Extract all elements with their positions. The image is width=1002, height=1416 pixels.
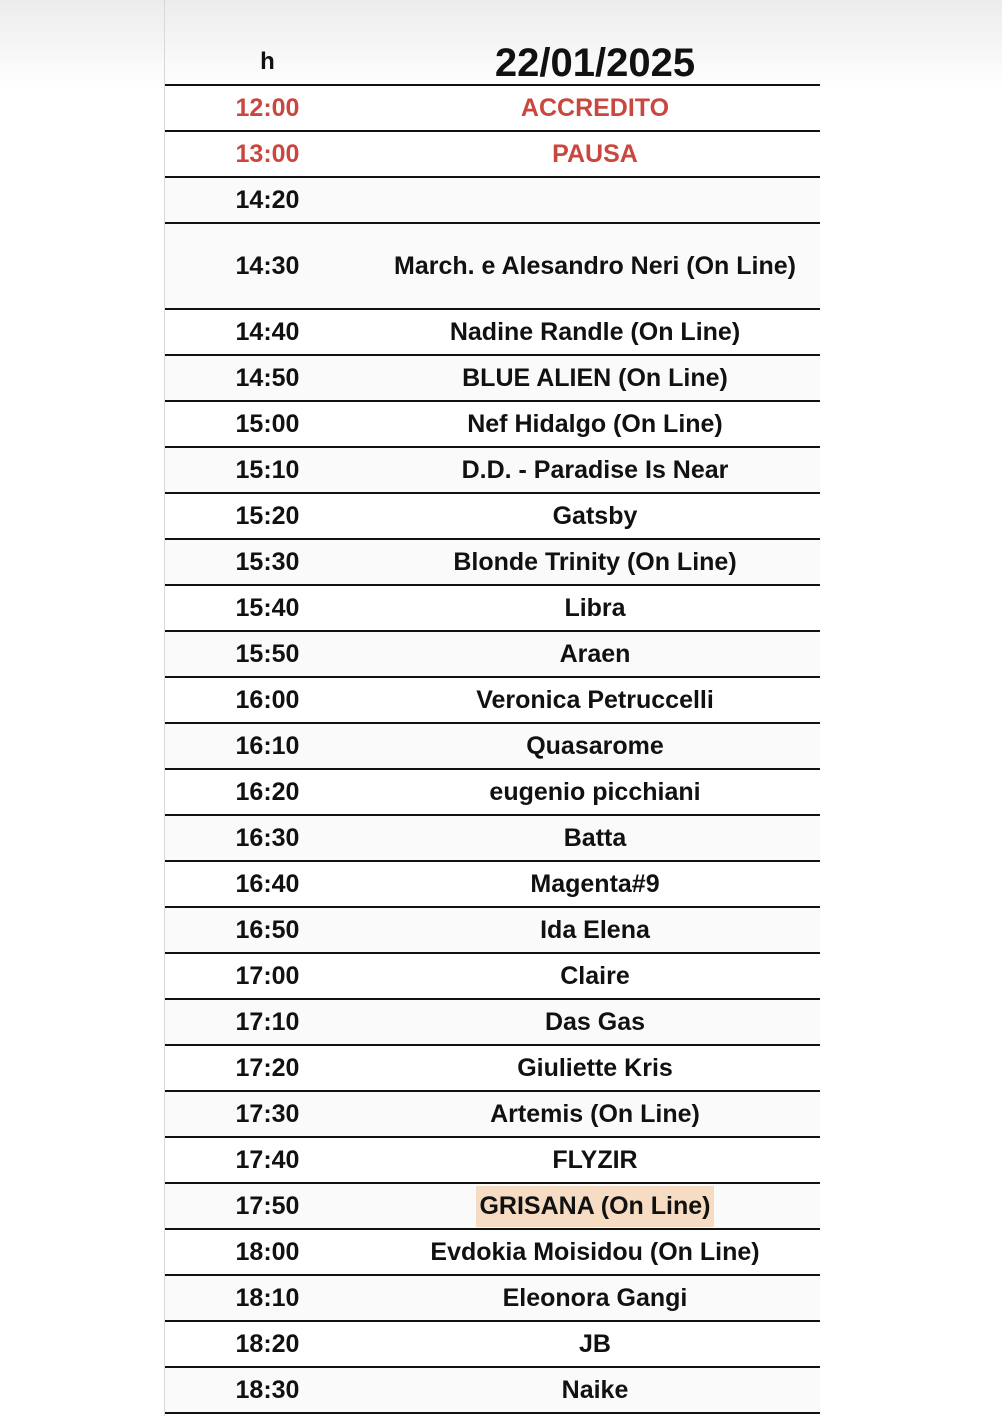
name-cell: Nef Hidalgo (On Line)	[467, 409, 723, 438]
time-cell: 17:30	[235, 1099, 300, 1128]
schedule-table	[165, 36, 820, 1414]
time-cell: 17:10	[235, 1007, 300, 1036]
name-cell: Araen	[559, 639, 631, 668]
name-cell: Claire	[560, 961, 630, 990]
name-cell: Giuliette Kris	[517, 1053, 673, 1082]
table-row	[165, 132, 820, 178]
name-cell: PAUSA	[552, 139, 638, 168]
table-row	[165, 1276, 820, 1322]
table-row	[165, 448, 820, 494]
time-cell: 18:00	[235, 1237, 300, 1266]
time-cell: 17:20	[235, 1053, 300, 1082]
table-row	[165, 816, 820, 862]
table-row	[165, 178, 820, 224]
table-row	[165, 86, 820, 132]
time-cell: 16:00	[235, 685, 300, 714]
name-cell	[370, 178, 820, 222]
table-row	[165, 954, 820, 1000]
name-cell: Nadine Randle (On Line)	[449, 317, 741, 346]
name-cell: BLUE ALIEN (On Line)	[462, 363, 728, 392]
name-cell: Veronica Petruccelli	[476, 685, 714, 714]
time-cell: 15:50	[235, 639, 300, 668]
time-cell: 16:30	[235, 823, 300, 852]
name-cell: Batta	[563, 823, 627, 852]
name-cell: Evdokia Moisidou (On Line)	[430, 1237, 760, 1266]
table-row	[165, 770, 820, 816]
name-cell: Gatsby	[552, 501, 638, 530]
time-cell: 14:50	[235, 363, 300, 392]
name-cell: Magenta#9	[530, 869, 660, 898]
name-cell: ACCREDITO	[520, 93, 670, 122]
table-row	[165, 862, 820, 908]
name-cell: Artemis (On Line)	[490, 1099, 700, 1128]
name-cell: Libra	[564, 593, 626, 622]
table-row	[165, 540, 820, 586]
table-row	[165, 1138, 820, 1184]
time-cell: 16:10	[235, 731, 300, 760]
time-cell: 15:30	[235, 547, 300, 576]
time-cell: 15:40	[235, 593, 300, 622]
time-cell: 17:00	[235, 961, 300, 990]
table-row	[165, 632, 820, 678]
table-row	[165, 402, 820, 448]
time-cell: 15:20	[235, 501, 300, 530]
table-row	[165, 586, 820, 632]
name-cell	[370, 1184, 820, 1228]
date-heading: 22/01/2025	[494, 41, 696, 85]
hour-column-header: h	[260, 48, 275, 75]
name-cell: Das Gas	[544, 1007, 646, 1036]
table-row	[165, 1368, 820, 1414]
table-row	[165, 1046, 820, 1092]
name-cell: March. e Alesandro Neri (On Line)	[394, 251, 796, 280]
name-cell: Ida Elena	[540, 915, 650, 944]
table-row	[165, 356, 820, 402]
table-row	[165, 724, 820, 770]
time-cell: 18:10	[235, 1283, 300, 1312]
time-cell: 14:20	[235, 185, 300, 214]
name-cell: Blonde Trinity (On Line)	[453, 547, 737, 576]
table-row	[165, 310, 820, 356]
table-row	[165, 1230, 820, 1276]
highlighted-name: GRISANA (On Line)	[476, 1186, 713, 1227]
name-cell: Naike	[561, 1375, 629, 1404]
name-cell: Eleonora Gangi	[502, 1283, 688, 1312]
table-row	[165, 1184, 820, 1230]
table-row	[165, 1092, 820, 1138]
table-row	[165, 494, 820, 540]
time-cell: 12:00	[235, 93, 300, 122]
table-row	[165, 678, 820, 724]
time-cell: 18:30	[235, 1375, 300, 1404]
time-cell: 16:20	[235, 777, 300, 806]
table-row	[165, 1000, 820, 1046]
time-cell: 14:30	[235, 251, 300, 280]
name-cell: Quasarome	[526, 731, 664, 760]
table-header	[165, 36, 820, 86]
time-cell: 16:40	[235, 869, 300, 898]
table-row	[165, 1322, 820, 1368]
time-cell: 15:00	[235, 409, 300, 438]
time-cell: 17:40	[235, 1145, 300, 1174]
time-cell: 15:10	[235, 455, 300, 484]
name-cell: FLYZIR	[552, 1145, 638, 1174]
name-cell: eugenio picchiani	[489, 777, 701, 806]
name-cell: D.D. - Paradise Is Near	[461, 455, 729, 484]
time-cell: 16:50	[235, 915, 300, 944]
time-cell: 17:50	[235, 1191, 300, 1220]
table-row	[165, 224, 820, 310]
name-cell: JB	[579, 1329, 611, 1358]
time-cell: 18:20	[235, 1329, 300, 1358]
time-cell: 14:40	[235, 317, 300, 346]
time-cell: 13:00	[235, 139, 300, 168]
table-row	[165, 908, 820, 954]
